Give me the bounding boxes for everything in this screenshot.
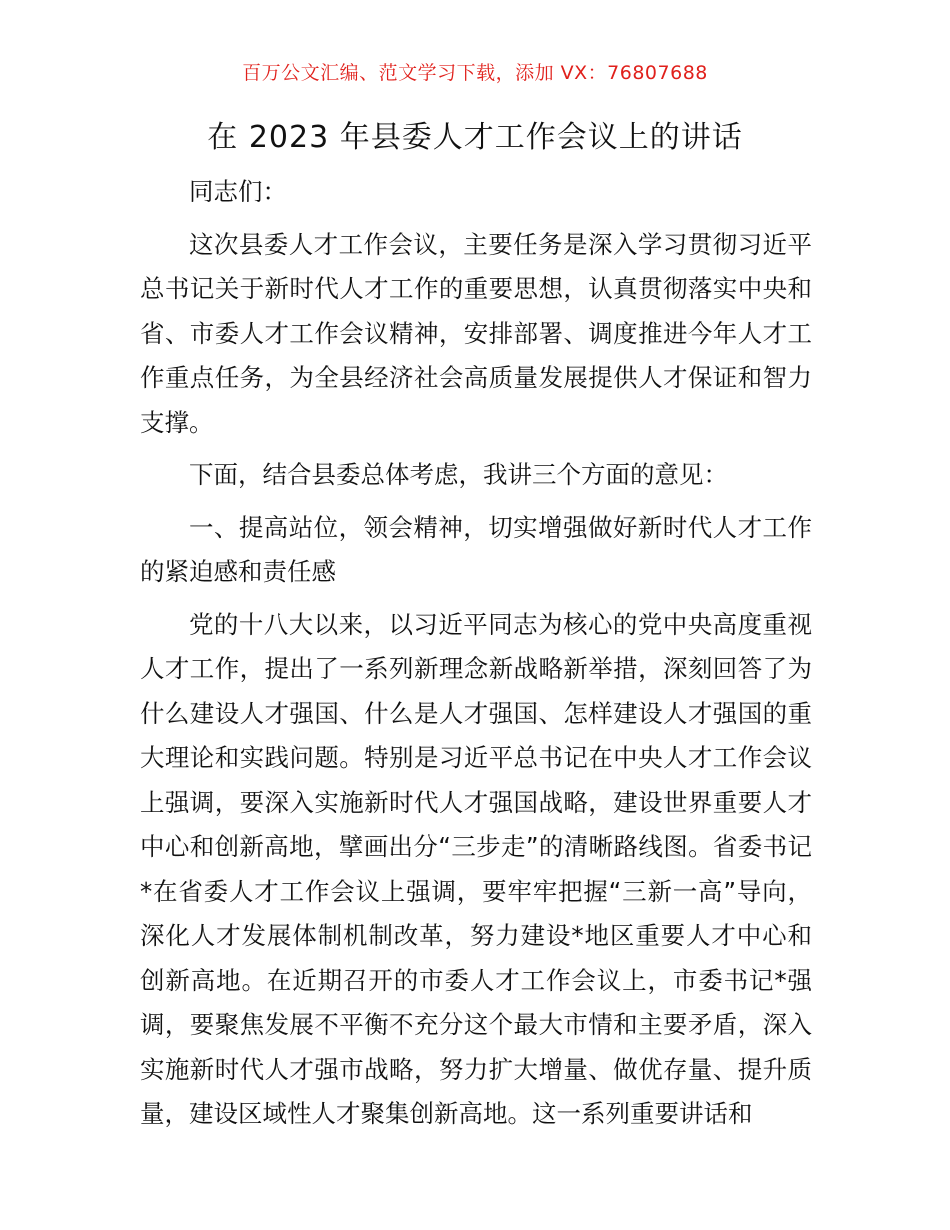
- document-body: [140, 170, 812, 1145]
- paragraph-section-1: 党的十八大以来，以习近平同志为核心的党中央高度重视人才工作，提出了一系列新理念新战略新举措，深刻回答了为什么建设人才强国、什么是人才强国、怎样建设人才强国的重大理论和实践问题。特别是习近平总书记在中央人才工作会议上强调，要深入实施新时代人才强国战略，建设世界重要人才中心和创新高地，擘画出分“三步走”的清晰路线图。省委书记*在省委人才工作会议上强调，要牢牢把握“三新一高”导向，深化人才发展体制机制改革，努力建设*地区重要人才中心和创新高地。在近期召开的市委人才工作会议上，市委书记*强调，要聚焦发展不平衡不充分这个最大市情和主要矛盾，深入实施新时代人才强市战略，努力扩大增量、做优存量、提升质量，建设区域性人才聚集创新高地。这一系列重要讲话和: [140, 609, 812, 1128]
- paragraph-intro: 这次县委人才工作会议，主要任务是深入学习贯彻习近平总书记关于新时代人才工作的重要思想，认真贯彻落实中央和省、市委人才工作会议精神，安排部署、调度推进今年人才工作重点任务，为全县经济社会高质量发展提供人才保证和智力支撑。: [140, 229, 812, 437]
- section-heading-1: 一、提高站位，领会精神，切实增强做好新时代人才工作的紧迫感和责任感: [140, 512, 812, 586]
- salutation: 同志们：: [189, 177, 287, 206]
- document-title: 在 2023 年县委人才工作会议上的讲话: [207, 120, 743, 155]
- paragraph-outline: 下面，结合县委总体考虑，我讲三个方面的意见：: [189, 460, 728, 489]
- watermark-banner: 百万公文汇编、范文学习下载，添加 VX：76807688: [242, 62, 708, 84]
